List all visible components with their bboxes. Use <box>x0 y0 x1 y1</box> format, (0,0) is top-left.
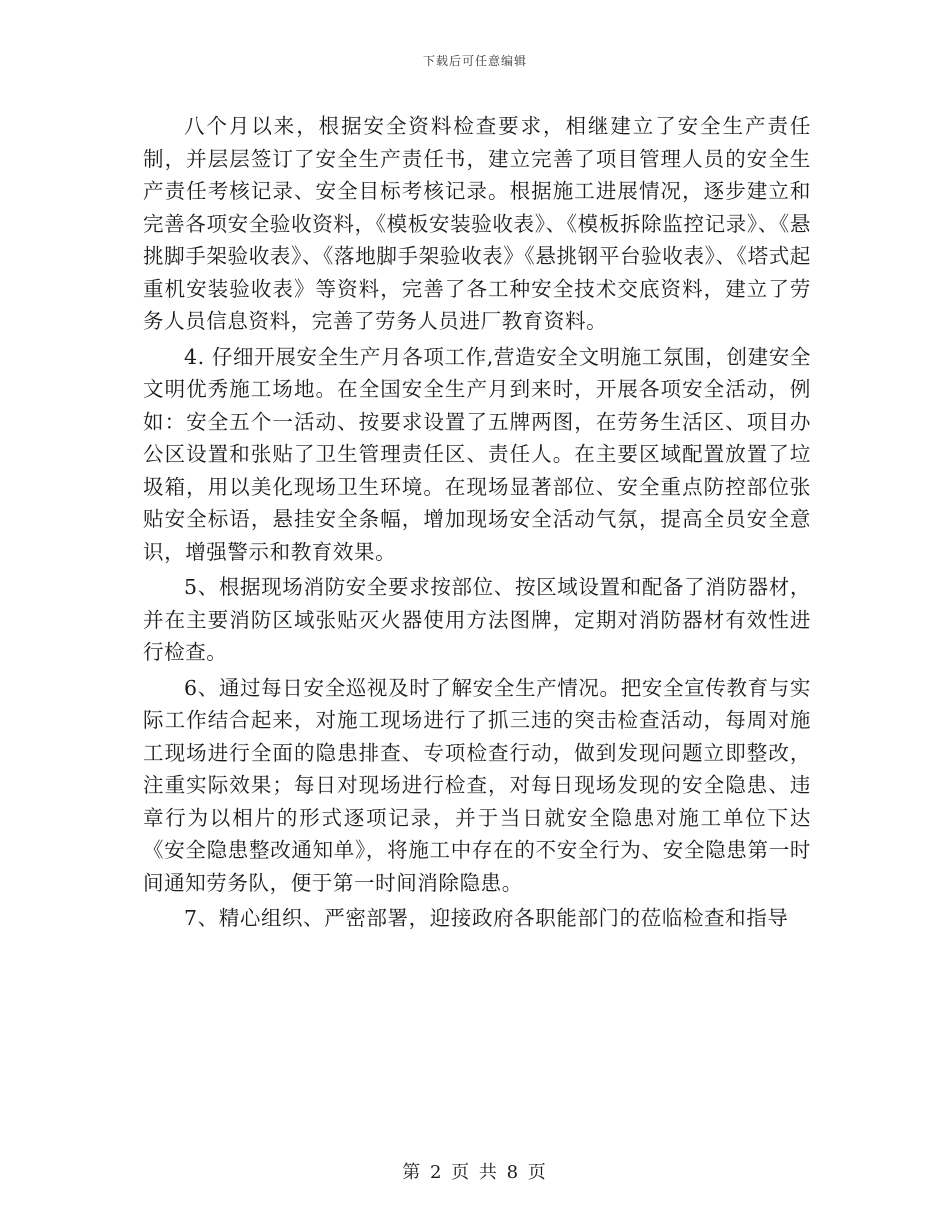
paragraph: 八个月以来，根据安全资料检查要求，相继建立了安全生产责任制，并层层签订了安全生产责任书，建立完善了项目管理人员的安全生产责任考核记录、安全目标考核记录。根据施工进展情况，逐步建立和完善各项安全验收资料，《模板安装验收表》、《模板拆除监控记录》、《悬挑脚手架验收表》、《落地脚手架验收表》《悬挑钢平台验收表》、《塔式起重机安装验收表》等资料，完善了各工种安全技术交底资料，建立了劳务人员信息资料，完善了劳务人员进厂教育资料。 <box>143 114 811 333</box>
paragraph: 7、精心组织、严密部署，迎接政府各职能部门的莅临检查和指导 <box>184 906 789 930</box>
page-number-footer: 第 2 页 共 8 页 <box>402 1162 548 1183</box>
document-body <box>143 110 811 938</box>
page-header: 下载后可任意编辑 <box>422 54 527 68</box>
paragraph: 5、根据现场消防安全要求按部位、按区域设置和配备了消防器材，并在主要消防区域张贴灭火器使用方法图牌，定期对消防器材有效性进行检查。 <box>143 575 811 664</box>
paragraph: 4. 仔细开展安全生产月各项工作,营造安全文明施工氛围，创建安全文明优秀施工场地。在全国安全生产月到来时，开展各项安全活动，例如：安全五个一活动、按要求设置了五牌两图，在劳务生活区、项目办公区设置和张贴了卫生管理责任区、责任人。在主要区域配置放置了垃圾箱，用以美化现场卫生环境。在现场显著部位、安全重点防控部位张贴安全标语，悬挂安全条幅，增加现场安全活动气氛，提高全员安全意识，增强警示和教育效果。 <box>143 344 811 564</box>
paragraph: 6、通过每日安全巡视及时了解安全生产情况。把安全宣传教育与实际工作结合起来，对施工现场进行了抓三违的突击检查活动，每周对施工现场进行全面的隐患排查、专项检查行动，做到发现问题立即整改，注重实际效果；每日对现场进行检查，对每日现场发现的安全隐患、违章行为以相片的形式逐项记录，并于当日就安全隐患对施工单位下达《安全隐患整改通知单》，将施工中存在的不安全行为、安全隐患第一时间通知劳务队，便于第一时间消除隐患。 <box>143 675 811 895</box>
